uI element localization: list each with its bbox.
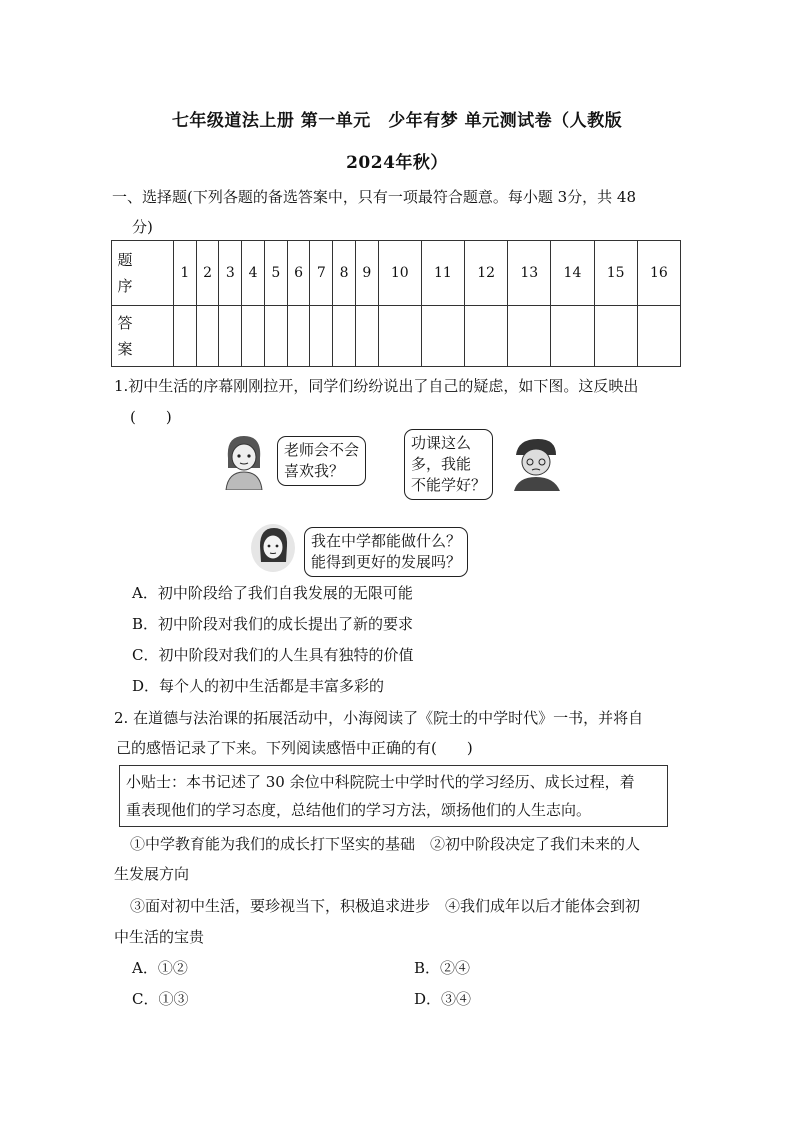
table-row-numbers xyxy=(112,241,681,306)
bubble-text: 功课这么 xyxy=(411,434,472,452)
tip-line2: 重表现他们的学习态度，总结他们的学习方法，颂扬他们的人生志向。 xyxy=(126,801,592,819)
question-number-cell: 3 xyxy=(219,241,242,306)
q1-bracket: ( ) xyxy=(130,408,172,426)
speech-bubble-homework xyxy=(404,429,493,500)
bubble-text: 喜欢我？ xyxy=(284,462,345,480)
section1-heading-cont: 分) xyxy=(132,218,153,236)
bubble-text: 不能学好？ xyxy=(411,476,487,494)
tip-line1: 小贴士：本书记述了 30 余位中科院院士中学时代的学习经历、成长过程，着 xyxy=(126,773,635,791)
question-number-cell: 14 xyxy=(551,241,594,306)
question-number-cell: 4 xyxy=(242,241,265,306)
speech-bubble-teacher xyxy=(277,436,366,486)
row-header-char: 题 xyxy=(117,251,133,269)
question-number-cell: 13 xyxy=(508,241,551,306)
q2-statements-3-4-cont: 中生活的宝贵 xyxy=(114,928,205,946)
q2-option-b[interactable]: B．②④ xyxy=(414,959,471,977)
question-number-cell: 10 xyxy=(378,241,421,306)
table-row-answers xyxy=(112,306,681,367)
q2-statements-1-2-cont: 生发展方向 xyxy=(114,865,190,883)
answer-cell[interactable] xyxy=(355,306,378,367)
question-number-cell: 11 xyxy=(421,241,464,306)
bubble-text: 我在中学都能做什么？ xyxy=(311,532,462,550)
question-number-cell: 2 xyxy=(196,241,219,306)
boy-figure-icon xyxy=(508,435,564,491)
exam-title-line1: 七年级道法上册 第一单元 少年有梦 单元测试卷（人教版 xyxy=(171,111,623,131)
row-header-answer xyxy=(112,306,174,367)
row-header-number xyxy=(112,241,174,306)
student-figure-icon xyxy=(248,522,298,574)
answer-cell[interactable] xyxy=(242,306,265,367)
answer-table xyxy=(111,240,681,367)
q1-option-b[interactable]: B．初中阶段对我们的成长提出了新的要求 xyxy=(132,615,414,633)
question-number-cell: 12 xyxy=(465,241,508,306)
section1-heading: 一、选择题(下列各题的备选答案中，只有一项最符合题意。每小题 3分，共 48 xyxy=(112,188,637,206)
answer-cell[interactable] xyxy=(378,306,421,367)
answer-cell[interactable] xyxy=(508,306,551,367)
answer-cell[interactable] xyxy=(594,306,637,367)
question-number-cell: 1 xyxy=(173,241,196,306)
answer-cell[interactable] xyxy=(333,306,356,367)
question-number-cell: 16 xyxy=(637,241,680,306)
q2-statements-3-4: ③面对初中生活，要珍视当下，积极追求进步 ④我们成年以后才能体会到初 xyxy=(130,897,641,915)
q1-stem: 1.初中生活的序幕刚刚拉开，同学们纷纷说出了自己的疑虑，如下图。这反映出 xyxy=(114,377,639,395)
bubble-text: 能得到更好的发展吗？ xyxy=(311,553,462,571)
answer-cell[interactable] xyxy=(421,306,464,367)
q2-stem-line1: 2. 在道德与法治课的拓展活动中，小海阅读了《院士的中学时代》一书，并将自 xyxy=(114,709,644,727)
q1-option-c[interactable]: C．初中阶段对我们的人生具有独特的价值 xyxy=(132,646,414,664)
bubble-text: 多，我能 xyxy=(411,455,472,473)
exam-title-line2: 2024年秋） xyxy=(346,153,448,173)
girl-figure-icon xyxy=(220,432,268,490)
question-number-cell: 8 xyxy=(333,241,356,306)
answer-cell[interactable] xyxy=(219,306,242,367)
question-number-cell: 15 xyxy=(594,241,637,306)
answer-cell[interactable] xyxy=(287,306,310,367)
row-header-char: 案 xyxy=(117,340,133,358)
question-number-cell: 9 xyxy=(355,241,378,306)
q2-option-c[interactable]: C．①③ xyxy=(132,990,189,1008)
answer-cell[interactable] xyxy=(637,306,680,367)
q2-option-d[interactable]: D．③④ xyxy=(414,990,472,1008)
q1-option-a[interactable]: A．初中阶段给了我们自我发展的无限可能 xyxy=(132,584,413,602)
row-header-char: 序 xyxy=(117,277,133,295)
answer-cell[interactable] xyxy=(551,306,594,367)
q2-option-a[interactable]: A．①② xyxy=(132,959,188,977)
answer-cell[interactable] xyxy=(173,306,196,367)
row-header-char: 答 xyxy=(117,314,133,332)
question-number-cell: 7 xyxy=(310,241,333,306)
answer-cell[interactable] xyxy=(310,306,333,367)
answer-cell[interactable] xyxy=(465,306,508,367)
q2-stem-line2: 己的感悟记录了下来。下列阅读感悟中正确的有( ) xyxy=(116,739,473,757)
question-number-cell: 6 xyxy=(287,241,310,306)
q2-statements-1-2: ①中学教育能为我们的成长打下坚实的基础 ②初中阶段决定了我们未来的人 xyxy=(130,835,641,853)
speech-bubble-development xyxy=(304,527,468,577)
q1-option-d[interactable]: D．每个人的初中生活都是丰富多彩的 xyxy=(132,677,385,695)
answer-cell[interactable] xyxy=(264,306,287,367)
bubble-text: 老师会不会 xyxy=(284,441,360,459)
question-number-cell: 5 xyxy=(264,241,287,306)
answer-cell[interactable] xyxy=(196,306,219,367)
